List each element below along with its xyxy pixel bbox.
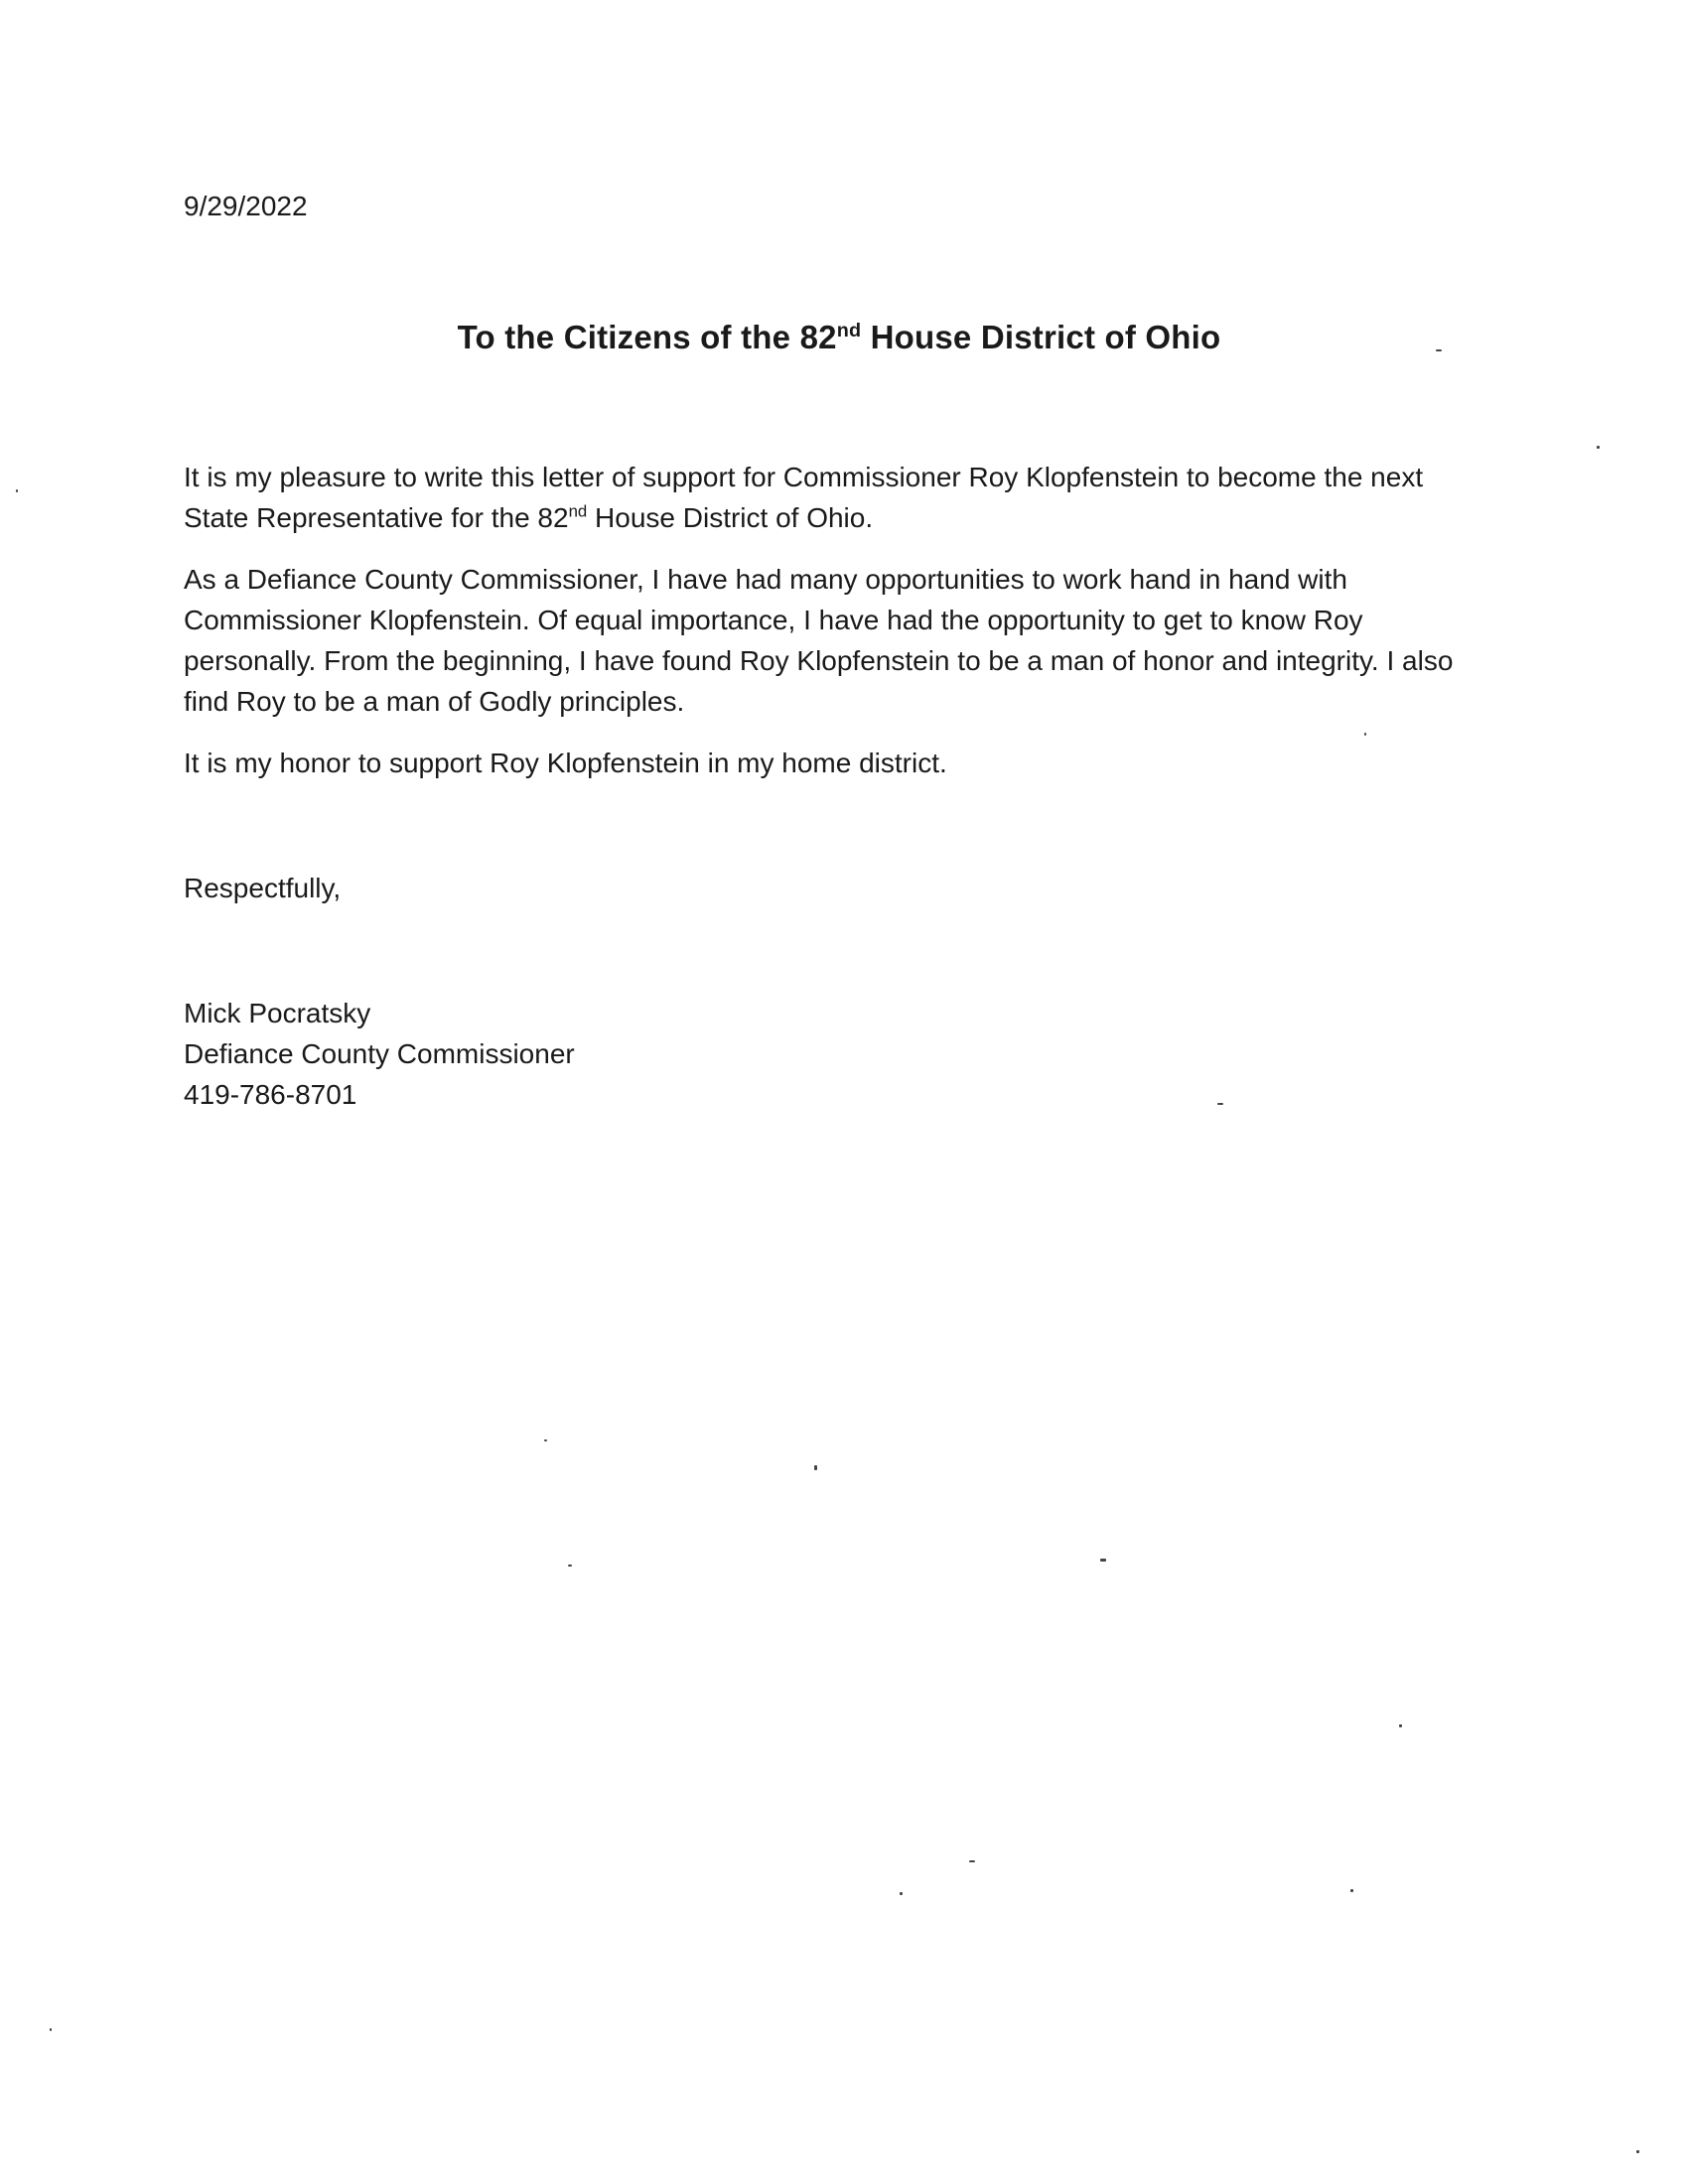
scan-speck (1364, 733, 1366, 736)
scan-speck (1597, 446, 1600, 449)
scan-speck (568, 1565, 572, 1567)
scan-speck (969, 1860, 975, 1862)
scan-speck (544, 1439, 547, 1441)
letter-date: 9/29/2022 (184, 191, 308, 221)
paragraph-support (184, 457, 1494, 538)
title-text-after: House District of Ohio (861, 319, 1221, 355)
scan-speck (1217, 1103, 1223, 1105)
title-text-before: To the Citizens of the 82 (457, 319, 837, 355)
paragraph1-text-before: It is my pleasure to write this letter of support for Commissioner Roy Klopfenstein to become the next State Representative for the 82 (184, 462, 1424, 533)
paragraph-character: As a Defiance County Commissioner, I have had many opportunities to work hand in hand with Commissioner Klopfenstein. Of equal importance, I have had the opportunity to get to know Roy personally. From the beginning, I have found Roy Klopfenstein to be a man of honor and integrity. I also find Roy to be a man of Godly principles. (184, 564, 1454, 717)
scan-speck (1436, 349, 1442, 351)
scan-speck (900, 1892, 903, 1895)
scan-speck (1399, 1724, 1402, 1727)
paragraph1-text-after: House District of Ohio. (587, 502, 874, 533)
signer-position: Defiance County Commissioner (184, 1038, 575, 1069)
letter-closing: Respectfully, (184, 873, 342, 903)
scan-speck (50, 2028, 52, 2031)
signer-phone: 419-786-8701 (184, 1079, 357, 1110)
scan-speck (1636, 2150, 1639, 2153)
scan-speck (1350, 1889, 1353, 1892)
scan-speck (1100, 1559, 1106, 1562)
signer-name: Mick Pocratsky (184, 998, 371, 1028)
signature-block (184, 993, 575, 1115)
title-ordinal-suffix: nd (836, 320, 862, 341)
scan-speck (16, 489, 18, 492)
paragraph-honor: It is my honor to support Roy Klopfenstein in my home district. (184, 748, 947, 778)
scan-speck (814, 1465, 817, 1470)
letter-title (0, 316, 1678, 359)
paragraph1-ordinal-suffix: nd (568, 501, 588, 521)
